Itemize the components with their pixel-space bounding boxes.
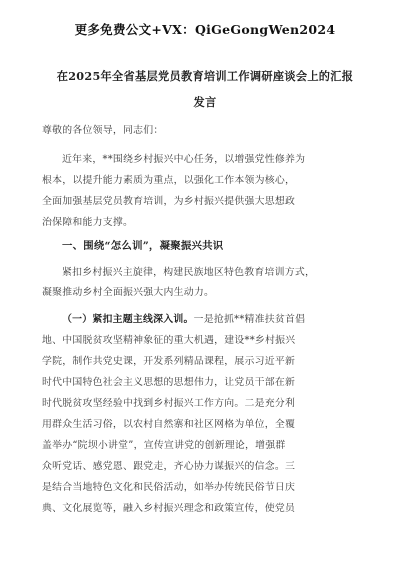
subsection-heading: （一）紧扣主题主线深入训。 <box>62 314 194 325</box>
subsection-first-line <box>62 311 305 325</box>
intro-line: 治保障和能力支撑。 <box>42 217 134 228</box>
body-line: 地、中国脱贫攻坚精神象征的重大机遇，建设**乡村振兴 <box>42 335 296 346</box>
section-intro-line: 凝聚推动乡村全面振兴强大内生动力。 <box>42 287 215 298</box>
section-heading: 一、围绕“怎么训”，凝聚振兴共识 <box>62 240 224 252</box>
greeting: 尊敬的各位领导，同志们： <box>42 125 164 136</box>
body-line: 用群众生活习俗，以农村自然寨和社区网格为单位，全覆 <box>42 419 296 430</box>
document-title-line-1: 在2025年全省基层党员教育培训工作调研座谈会上的汇报 <box>56 69 354 83</box>
page-header: 更多免费公文+VX：QiGeGongWen2024 <box>74 22 336 37</box>
body-line: 时代中国特色社会主义思想的思想伟力，让党员干部在新 <box>42 377 296 388</box>
subsection-text: 一是抢抓**精准扶贫首倡 <box>193 314 306 325</box>
body-line: 众听党话、感党恩、跟党走，齐心协力谋振兴的信念。三 <box>42 461 296 472</box>
intro-line: 近年来，**围绕乡村振兴中心任务，以增强党性修养为 <box>62 154 306 165</box>
document-title-line-2: 发言 <box>193 95 217 109</box>
intro-line: 根本，以提升能力素质为重点，以强化工作本领为核心， <box>42 175 296 186</box>
body-line: 典、文化展览等，融入乡村振兴理念和政策宣传，使党员 <box>42 503 296 514</box>
intro-line: 全面加强基层党员教育培训，为乡村振兴提供强大思想政 <box>42 196 296 207</box>
body-line: 是结合当地特色文化和民俗活动，如举办传统民俗节日庆 <box>42 482 296 493</box>
body-line: 盖举办“院坝小讲堂”，宣传宣讲党的创新理论，增强群 <box>42 440 286 451</box>
section-intro-line: 紧扣乡村振兴主旋律，构建民族地区特色教育培训方式， <box>62 267 316 278</box>
body-line: 学院，制作共党史课，开发系列精品课程，展示习近平新 <box>42 356 296 367</box>
body-line: 时代脱贫攻坚经验中找到乡村振兴工作方向。二是充分利 <box>42 398 296 409</box>
